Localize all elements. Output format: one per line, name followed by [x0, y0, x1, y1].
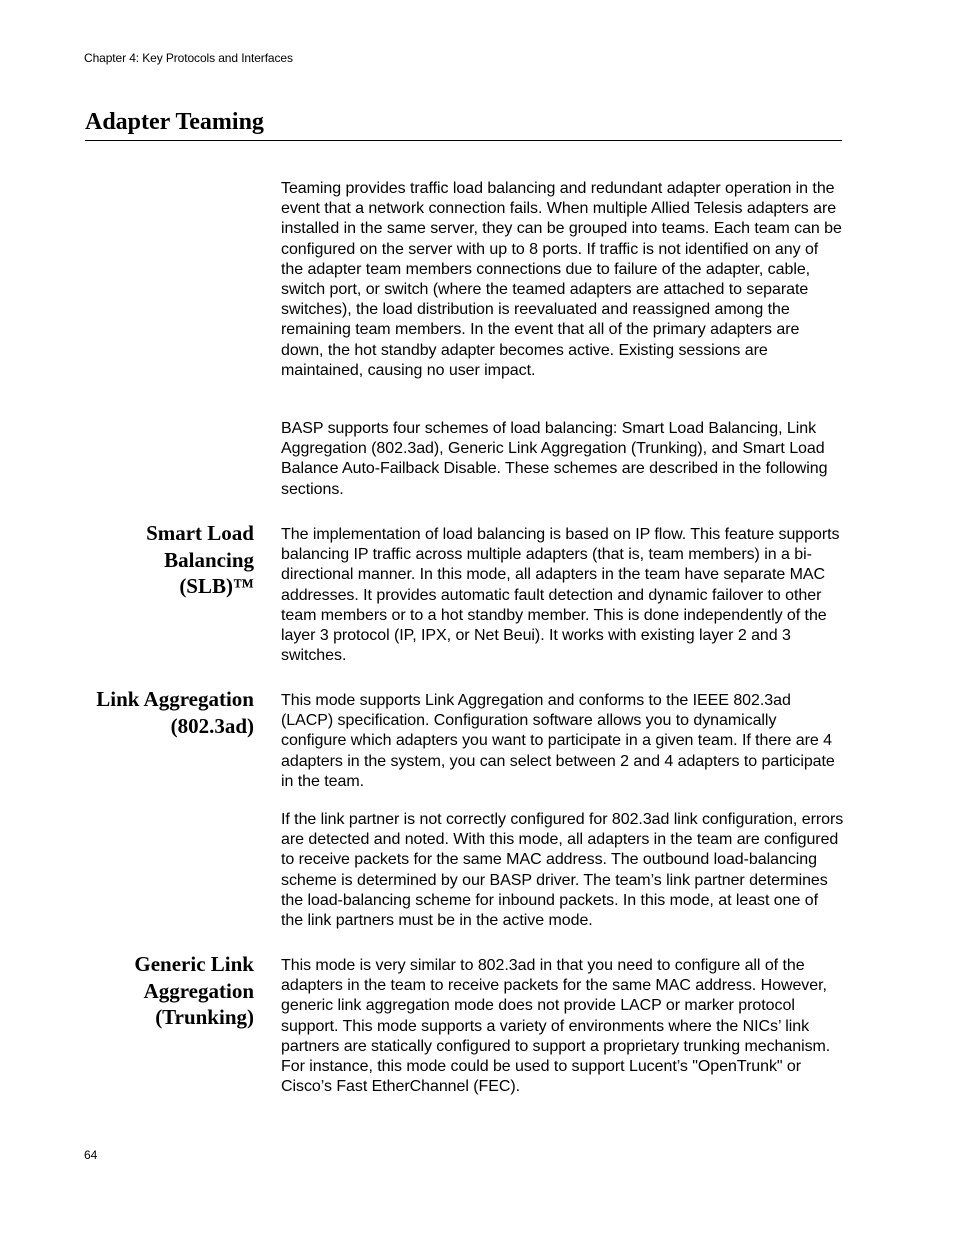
generic-link-aggregation-paragraph: This mode is very similar to 802.3ad in that you need to configure all of the adapters in the team to receive packets for the same MAC address. However, generic link aggregation mode does not provide LACP or marker protocol support. This mode supports a variety of environments where the NICs’ link partners are statically configured to support a proprietary trunking mechanism. For instance, this mode could be used to support Lucent’s "OpenTrunk" or Cisco’s Fast EtherChannel (FEC).	[281, 957, 831, 1096]
link-aggregation-paragraph: This mode supports Link Aggregation and conforms to the IEEE 802.3ad (LACP) specification. Configuration software allows you to dynamically configure which adapters you want to participate in a given team. If there are 4 adapters in the system, you can select between 2 and 4 adapters to participate in the team.	[281, 692, 835, 790]
title-rule	[85, 140, 842, 141]
heading-line: Link Aggregation	[96, 687, 254, 711]
running-header: Chapter 4: Key Protocols and Interfaces	[84, 51, 293, 65]
intro-paragraph: Teaming provides traffic load balancing and redundant adapter operation in the event that a network connection fails. When multiple Allied Telesis adapters are installed in the same server, they can be grouped into teams. Each team can be configured on the server with up to 8 ports. If traffic is not identified on any of the adapter team members connections due to failure of the adapter, cable, switch port, or switch (where the teamed adapters are attached to separate switches), the load distribution is reevaluated and reassigned among the remaining team members. In the event that all of the primary adapters are down, the hot standby adapter becomes active. Existing sessions are maintained, causing no user impact.	[281, 180, 842, 379]
slb-paragraph: The implementation of load balancing is based on IP flow. This feature supports balancing IP traffic across multiple adapters (that is, team members) in a bi-directional manner. In this mode, all adapters in the team have separate MAC addresses. It provides automatic fault detection and dynamic failover to other team members or to a hot standby member. This is done independently of the layer 3 protocol (IP, IPX, or Net Beui). It works with existing layer 2 and 3 switches.	[281, 526, 840, 665]
heading-generic-link-aggregation	[60, 951, 254, 1031]
heading-line: (Trunking)	[155, 1005, 254, 1029]
heading-line: Smart Load	[146, 521, 254, 545]
heading-line: Generic Link	[134, 952, 254, 976]
heading-smart-load-balancing	[60, 520, 254, 600]
heading-link-aggregation	[60, 686, 254, 739]
page-number: 64	[84, 1148, 98, 1162]
section-title: Adapter Teaming	[85, 109, 264, 135]
heading-line: Aggregation	[143, 978, 254, 1003]
link-aggregation-paragraph: If the link partner is not correctly configured for 802.3ad link configuration, errors are detected and noted. With this mode, all adapters in the team are configured to receive packets for the same MAC address. The outbound load-balancing scheme is determined by our BASP driver. The team’s link partner determines the load-balancing scheme for inbound packets. In this mode, at least one of the link partners must be in the active mode.	[281, 811, 844, 930]
intro-paragraph: BASP supports four schemes of load balancing: Smart Load Balancing, Link Aggregation (802.3ad), Generic Link Aggregation (Trunking), and Smart Load Balance Auto-Failback Disable. These schemes are described in the following sections.	[281, 420, 828, 498]
heading-line: (802.3ad)	[170, 713, 254, 738]
heading-line: (SLB)™	[179, 574, 254, 598]
heading-line: Balancing	[164, 547, 254, 572]
